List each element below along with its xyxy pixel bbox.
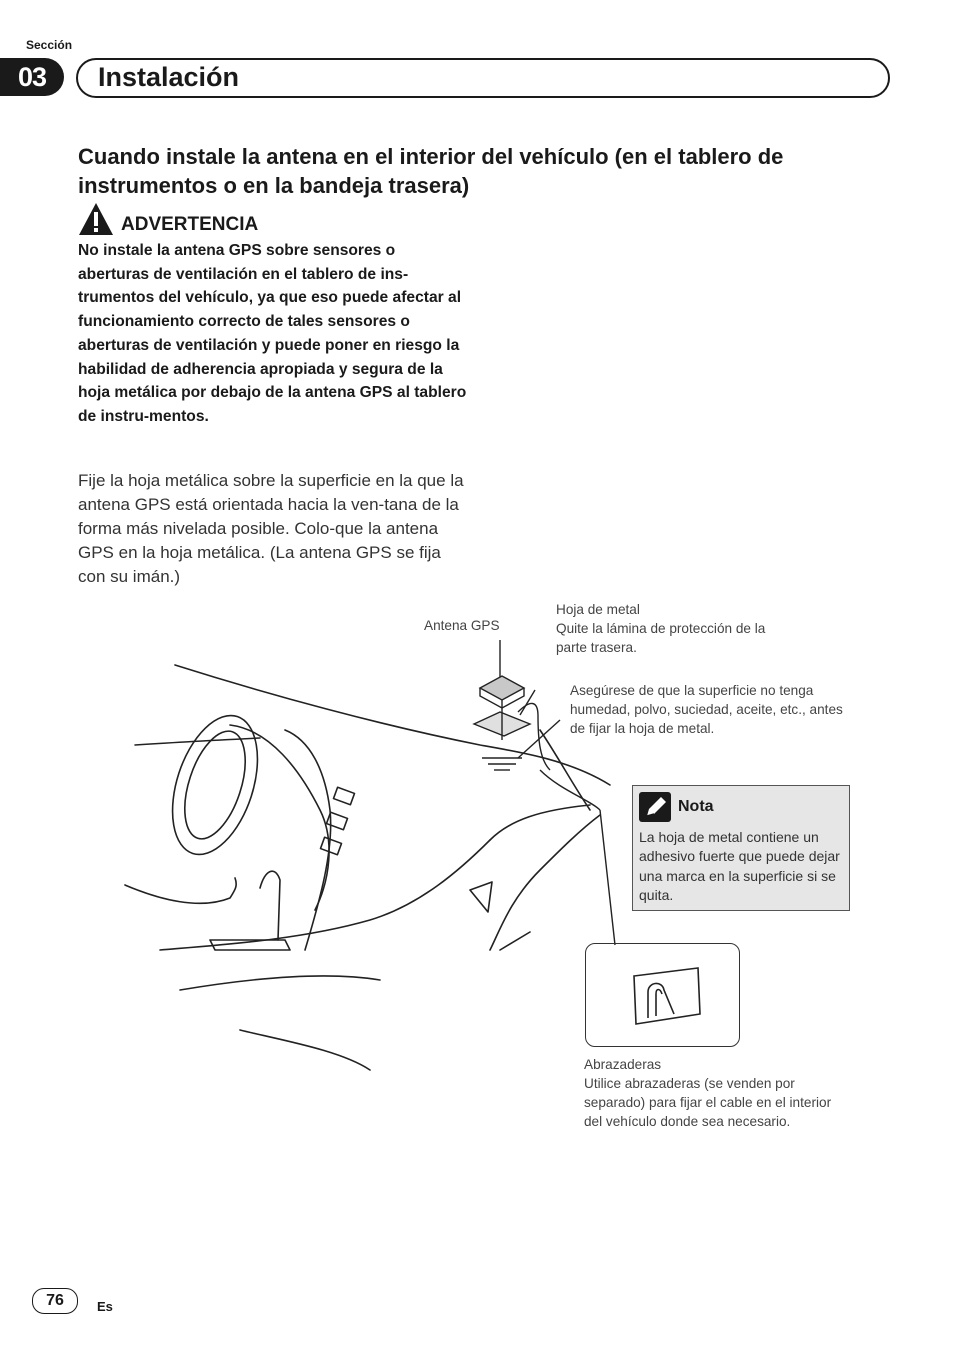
- abrazaderas-label: Abrazaderas Utilice abrazaderas (se venden por separado) para fijar el cable en el interior del vehículo donde sea necesario.: [584, 1057, 832, 1129]
- body-paragraph: Fije la hoja metálica sobre la superficie en la que la antena GPS está orientada hacia la ven-tana de la forma más nivelada posible. Colo-que la antena GPS en la hoja metálica. (La antena GPS se fija con su imán.): [78, 471, 464, 586]
- note-title: Nota: [678, 798, 714, 815]
- note-text: La hoja de metal contiene un adhesivo fuerte que puede dejar una marca en la superficie si se quita.: [639, 829, 840, 903]
- page-number: 76: [32, 1288, 78, 1314]
- warning-triangle-icon: [78, 202, 114, 236]
- antena-gps-label: Antena GPS: [424, 618, 500, 633]
- language-code: Es: [97, 1299, 113, 1314]
- clamp-illustration: [585, 943, 740, 1047]
- warning-text: No instale la antena GPS sobre sensores o aberturas de ventilación en el tablero de ins-trumentos del vehículo, ya que eso puede afectar al funcionamiento correcto de tales sensores o aberturas de ventilación y puede poner en riesgo la habilidad de adherencia apropiada y segura de la hoja metálica por debajo de la antena GPS al tablero de instru-mentos.: [78, 242, 467, 425]
- section-number-badge: 03: [0, 58, 64, 96]
- chapter-title: Instalación: [98, 62, 240, 92]
- gps-antenna-diagram: [460, 640, 580, 780]
- page-heading: Cuando instale la antena en el interior del vehículo (en el tablero de instrumentos o en la bandeja trasera): [78, 144, 784, 198]
- pencil-note-icon: [639, 792, 671, 822]
- hoja-de-metal-label: Hoja de metal Quite la lámina de protección de la parte trasera.: [556, 602, 766, 655]
- note-box: [632, 785, 850, 911]
- leader-lines: [530, 760, 630, 950]
- clamp-icon: [626, 962, 706, 1032]
- surface-clean-label: Asegúrese de que la superficie no tenga humedad, polvo, suciedad, aceite, etc., antes de fijar la hoja de metal.: [570, 683, 843, 736]
- section-label: Sección: [26, 38, 73, 52]
- warning-title: ADVERTENCIA: [121, 214, 259, 235]
